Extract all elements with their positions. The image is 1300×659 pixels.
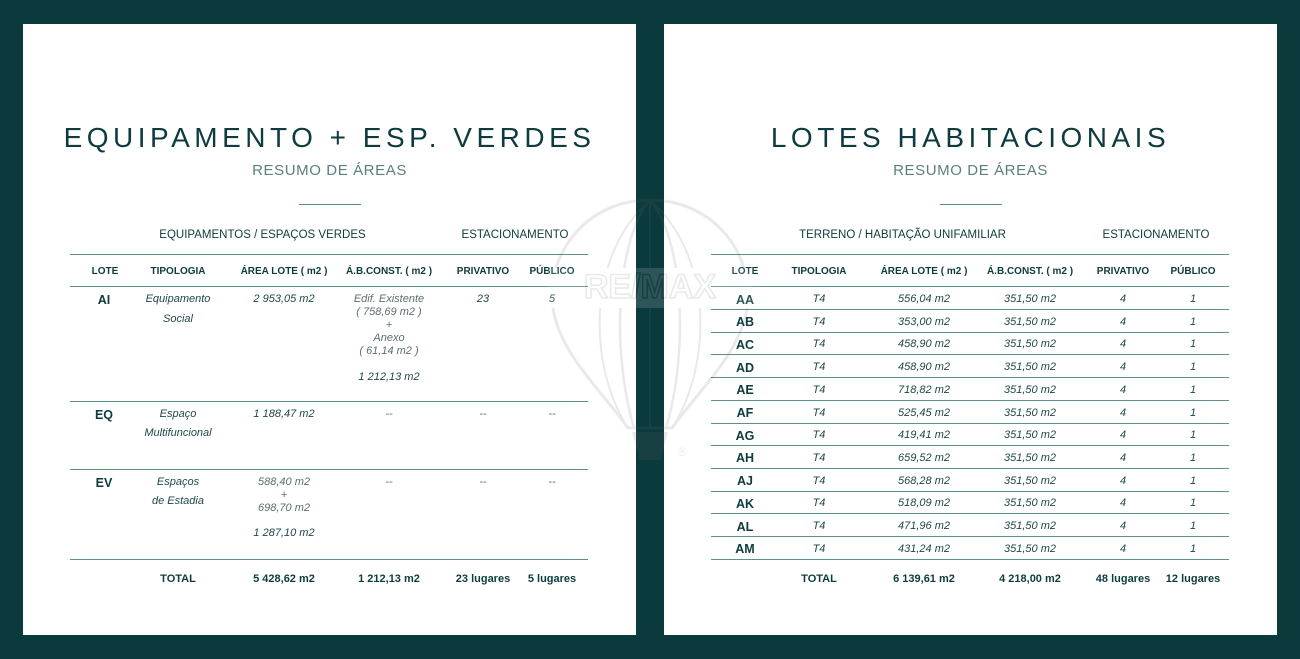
total-rule [711,559,1229,560]
row-area-lote: 698,70 m2 [258,502,310,514]
row-divider [711,423,1229,424]
row-publico: 1 [1189,520,1197,532]
row-divider [711,468,1229,469]
row-area-lote: 431,24 m2 [898,542,950,555]
col-header-privativo: PRIVATIVO [1096,266,1150,277]
watermark-text: RE/MAX [583,268,717,306]
row-ab-const: -- [385,408,393,420]
row-divider [711,354,1229,355]
row-area-lote: 458,90 m2 [898,361,950,374]
row-tipologia: T4 [812,474,826,487]
title-divider [940,204,1002,205]
row-tipologia: Espaços [156,476,200,488]
row-ab-const: Anexo [373,332,405,344]
row-divider [711,332,1229,333]
row-publico: 1 [1189,451,1197,464]
row-privativo: -- [479,408,487,420]
row-lote-code: AI [97,293,111,307]
row-ab-const: 351,50 m2 [1004,406,1056,419]
row-area-lote: 471,96 m2 [898,520,950,532]
row-privativo: 4 [1119,429,1127,442]
row-tipologia: T4 [812,383,826,396]
row-privativo: 4 [1119,293,1127,305]
row-lote-code: AM [735,542,755,557]
row-ab-const: 351,50 m2 [1004,474,1056,487]
total-area-lote: 5 428,62 m2 [253,573,315,585]
row-divider [711,536,1229,537]
col-header-lote: LOTE [731,266,759,277]
total-label: TOTAL [160,573,196,585]
row-area-lote: 718,82 m2 [898,383,950,396]
row-privativo: 23 [476,293,490,305]
row-publico: 1 [1189,429,1197,442]
row-tipologia: Equipamento [145,293,211,305]
row-divider [70,401,588,402]
row-lote-code: AD [735,360,755,375]
page-title: EQUIPAMENTO + ESP. VERDES [63,122,596,153]
row-privativo: 4 [1119,338,1127,351]
row-tipologia: T4 [812,497,826,510]
total-area-lote: 6 139,61 m2 [893,573,955,585]
page-subtitle: RESUMO DE ÁREAS [893,162,1048,179]
col-header-area-lote: ÁREA LOTE ( m2 ) [880,266,968,277]
row-lote-code: AJ [737,474,753,489]
row-lote-code: AG [735,428,755,443]
row-area-lote: + [280,489,288,501]
row-lote-code: AF [736,406,754,420]
row-privativo: 4 [1119,520,1127,532]
row-area-lote: 659,52 m2 [898,451,950,464]
group-header-estacionamento: ESTACIONAMENTO [1102,229,1210,241]
page-subtitle: RESUMO DE ÁREAS [252,162,407,179]
col-header-tipologia: TIPOLOGIA [150,266,206,277]
row-publico: 1 [1189,497,1197,510]
total-label: TOTAL [801,573,837,585]
row-area-lote: 353,00 m2 [898,315,950,328]
row-lote-code: EQ [94,408,114,422]
row-area-lote: 1 188,47 m2 [253,408,315,420]
row-area-lote: 525,45 m2 [898,406,950,419]
total-rule [70,559,588,560]
row-tipologia: de Estadia [152,495,204,507]
row-area-lote: 518,09 m2 [898,497,950,510]
row-privativo: 4 [1119,542,1127,555]
row-tipologia: T4 [812,542,826,555]
row-lote-code: AC [735,337,755,352]
row-tipologia: T4 [812,406,826,419]
row-ab-const: ( 61,14 m2 ) [359,345,419,357]
header-rule-bottom [711,286,1229,287]
row-lote-code: EV [95,476,113,490]
row-divider [711,377,1229,378]
row-publico: 5 [548,293,556,305]
row-tipologia: T4 [812,361,826,374]
header-rule-top [711,254,1229,255]
row-ab-const: 351,50 m2 [1004,497,1056,510]
row-tipologia: T4 [812,315,826,328]
row-publico: 1 [1189,293,1197,305]
row-privativo: -- [479,476,487,488]
row-privativo: 4 [1119,383,1127,396]
total-privativo: 23 lugares [455,573,511,585]
row-area-lote-total: 1 287,10 m2 [253,527,315,539]
row-ab-const: + [385,319,393,331]
col-header-publico: PÚBLICO [1170,266,1216,277]
row-tipologia: T4 [812,429,826,442]
row-lote-code: AB [735,315,755,330]
row-divider [70,469,588,470]
title-divider [299,204,361,205]
header-rule-bottom [70,286,588,287]
row-privativo: 4 [1119,451,1127,464]
row-privativo: 4 [1119,361,1127,374]
row-tipologia: Social [163,313,193,325]
row-privativo: 4 [1119,474,1127,487]
row-ab-const: 351,50 m2 [1004,383,1056,396]
row-privativo: 4 [1119,406,1127,419]
col-header-ab-const: Á.B.CONST. ( m2 ) [986,266,1074,277]
col-header-tipologia: TIPOLOGIA [791,266,847,277]
row-ab-const: 351,50 m2 [1004,429,1056,442]
row-lote-code: AA [735,292,755,307]
total-ab-const: 4 218,00 m2 [999,573,1061,585]
row-tipologia: T4 [812,338,826,351]
row-ab-const: Edif. Existente [353,293,425,305]
row-publico: 1 [1189,315,1197,328]
row-ab-const: ( 758,69 m2 ) [356,306,422,318]
row-tipologia: T4 [812,451,826,464]
row-publico: 1 [1189,542,1197,555]
group-header-equipamentos: EQUIPAMENTOS / ESPAÇOS VERDES [159,229,366,241]
row-ab-const: 351,50 m2 [1004,542,1056,555]
row-area-lote: 556,04 m2 [898,293,950,305]
row-publico: 1 [1189,474,1197,487]
group-header-terreno: TERRENO / HABITAÇÃO UNIFAMILIAR [799,229,1006,241]
page-title: LOTES HABITACIONAIS [770,122,1171,153]
row-lote-code: AE [736,383,754,398]
row-ab-const: 351,50 m2 [1004,293,1056,305]
col-header-lote: LOTE [91,266,119,277]
row-area-lote: 588,40 m2 [258,476,310,488]
panel-equipamento [23,24,636,635]
col-header-publico: PÚBLICO [529,266,575,277]
row-ab-const: 351,50 m2 [1004,338,1056,351]
row-ab-const: -- [385,476,393,488]
row-ab-const: 351,50 m2 [1004,361,1056,374]
row-divider [711,445,1229,446]
col-header-area-lote: ÁREA LOTE ( m2 ) [240,266,328,277]
total-publico: 5 lugares [527,573,577,585]
row-ab-const: 351,50 m2 [1004,451,1056,464]
total-publico: 12 lugares [1165,573,1221,585]
row-publico: 1 [1189,361,1197,374]
row-ab-const: 351,50 m2 [1004,520,1056,532]
row-divider [711,309,1229,310]
col-header-ab-const: Á.B.CONST. ( m2 ) [345,266,433,277]
row-ab-const: 351,50 m2 [1004,315,1056,328]
row-lote-code: AH [735,451,755,466]
row-tipologia: Espaço [159,408,197,420]
row-divider [711,513,1229,514]
row-area-lote: 2 953,05 m2 [253,293,315,305]
total-privativo: 48 lugares [1095,573,1151,585]
row-divider [711,491,1229,492]
group-header-estacionamento: ESTACIONAMENTO [461,229,569,241]
row-publico: -- [548,476,556,488]
row-lote-code: AK [735,496,755,511]
row-publico: -- [548,408,556,420]
row-area-lote: 568,28 m2 [898,474,950,487]
row-divider [711,400,1229,401]
row-publico: 1 [1189,406,1197,419]
row-publico: 1 [1189,338,1197,351]
row-ab-const-total: 1 212,13 m2 [358,371,420,383]
row-tipologia: T4 [812,520,826,532]
row-privativo: 4 [1119,497,1127,510]
total-ab-const: 1 212,13 m2 [358,573,420,585]
row-publico: 1 [1189,383,1197,396]
row-tipologia: T4 [812,293,826,305]
row-lote-code: AL [736,519,754,534]
header-rule-top [70,254,588,255]
row-area-lote: 419,41 m2 [898,429,950,442]
row-tipologia: Multifuncional [144,427,212,439]
row-area-lote: 458,90 m2 [898,338,950,351]
row-privativo: 4 [1119,315,1127,328]
col-header-privativo: PRIVATIVO [456,266,510,277]
